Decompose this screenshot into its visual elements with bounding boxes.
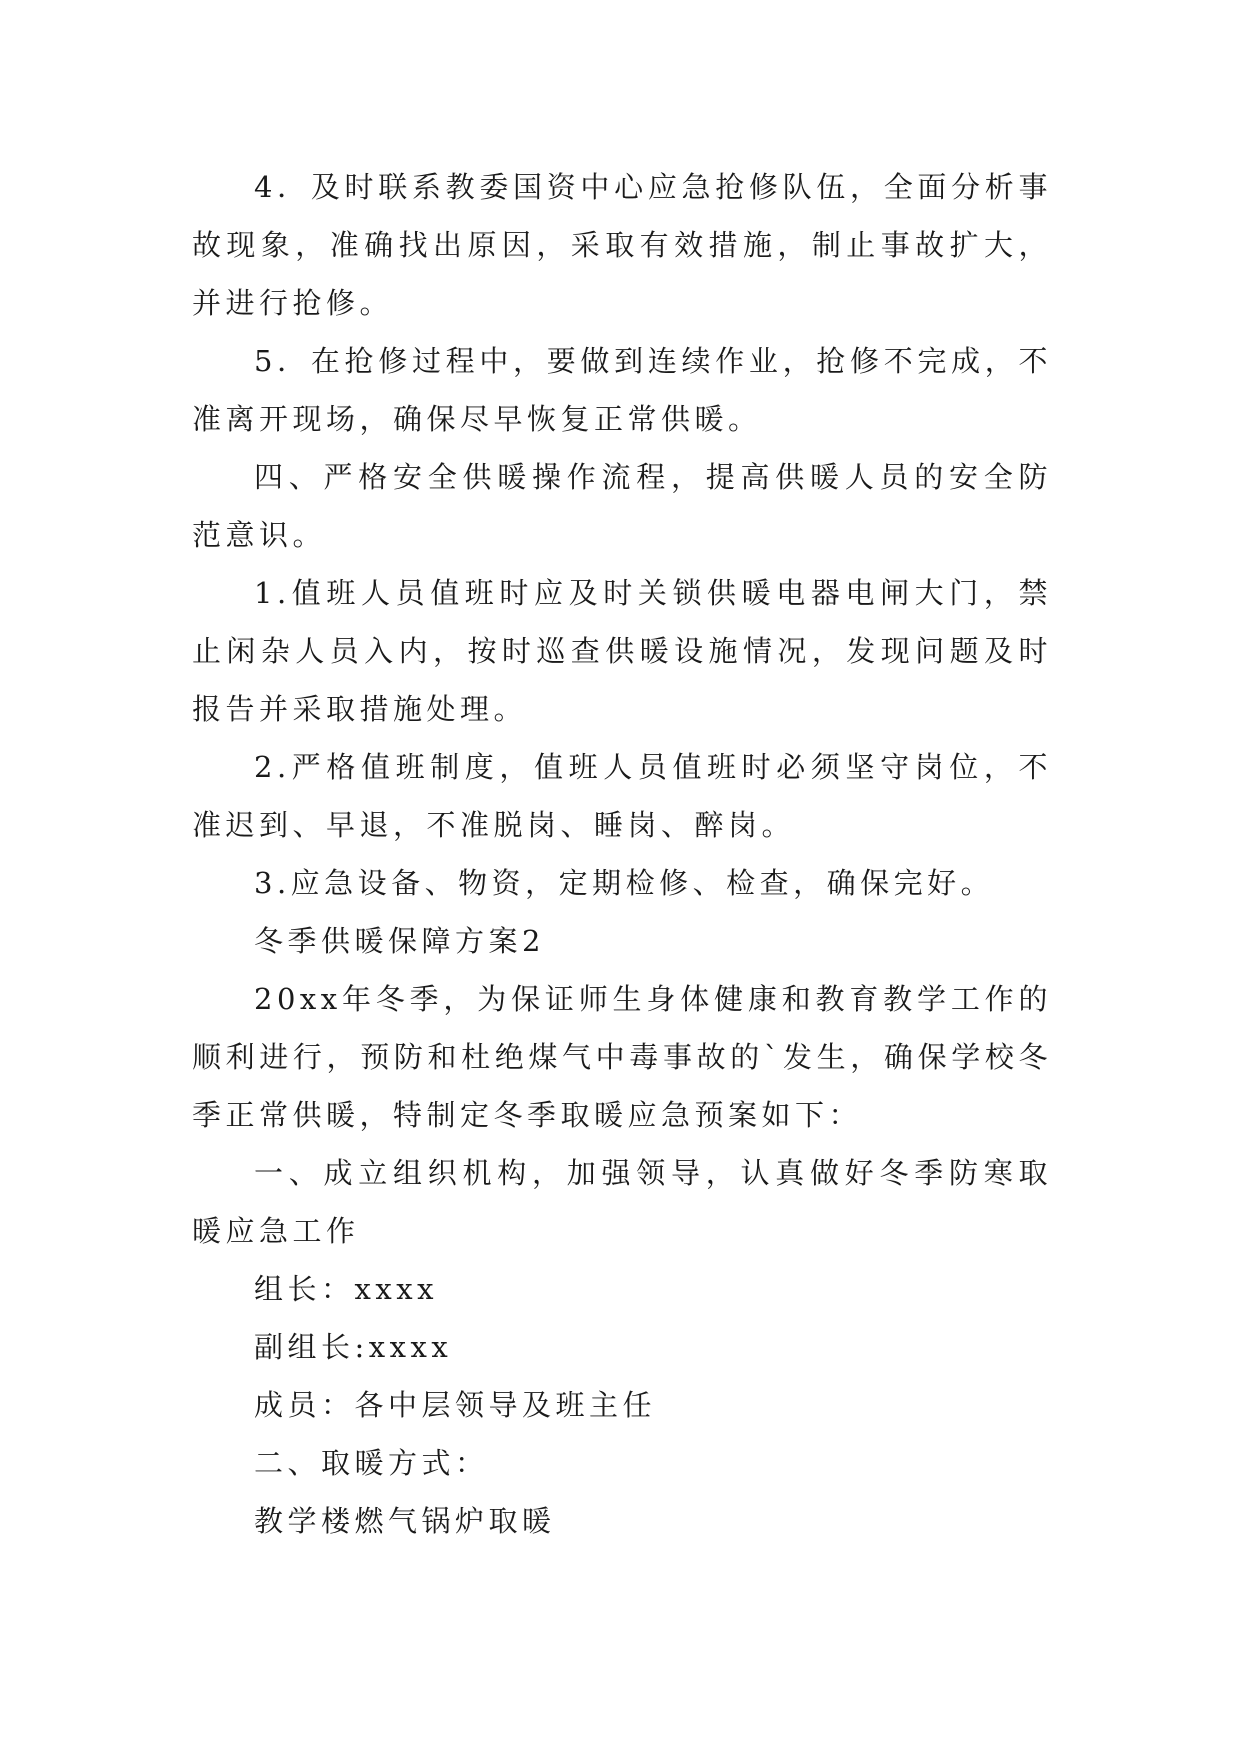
group-members: 成员：各中层领导及班主任: [254, 1388, 657, 1422]
paragraph-item-4: 4．及时联系教委国资中心应急抢修队伍，全面分析事故现象，准确找出原因，采取有效措施，制止事故扩大，并进行抢修。: [192, 170, 1052, 320]
group-leader: 组长：xxxx: [254, 1272, 438, 1306]
intro-paragraph: 20xx年冬季，为保证师生身体健康和教育教学工作的顺利进行，预防和杜绝煤气中毒事故的`发生，确保学校冬季正常供暖，特制定冬季取暖应急预案如下：: [192, 982, 1052, 1132]
deputy-group-leader: 副组长:xxxx: [254, 1330, 453, 1364]
paragraph-item-5: 5．在抢修过程中，要做到连续作业，抢修不完成，不准离开现场，确保尽早恢复正常供暖。: [192, 344, 1052, 436]
paragraph-item-2: 2.严格值班制度，值班人员值班时必须坚守岗位，不准迟到、早退，不准脱岗、睡岗、醉岗。: [192, 750, 1052, 842]
paragraph-item-3: 3.应急设备、物资，定期检修、检查，确保完好。: [254, 866, 995, 900]
section-heading-two: 二、取暖方式：: [254, 1446, 489, 1480]
document-body: [192, 158, 1052, 1550]
plan-title: 冬季供暖保障方案2: [254, 924, 545, 958]
heating-method: 教学楼燃气锅炉取暖: [254, 1504, 556, 1538]
section-heading-four: 四、严格安全供暖操作流程，提高供暖人员的安全防范意识。: [192, 460, 1052, 552]
section-heading-one: 一、成立组织机构，加强领导，认真做好冬季防寒取暖应急工作: [192, 1156, 1052, 1248]
paragraph-item-1: 1.值班人员值班时应及时关锁供暖电器电闸大门，禁止闲杂人员入内，按时巡查供暖设施情况，发现问题及时报告并采取措施处理。: [192, 576, 1052, 726]
